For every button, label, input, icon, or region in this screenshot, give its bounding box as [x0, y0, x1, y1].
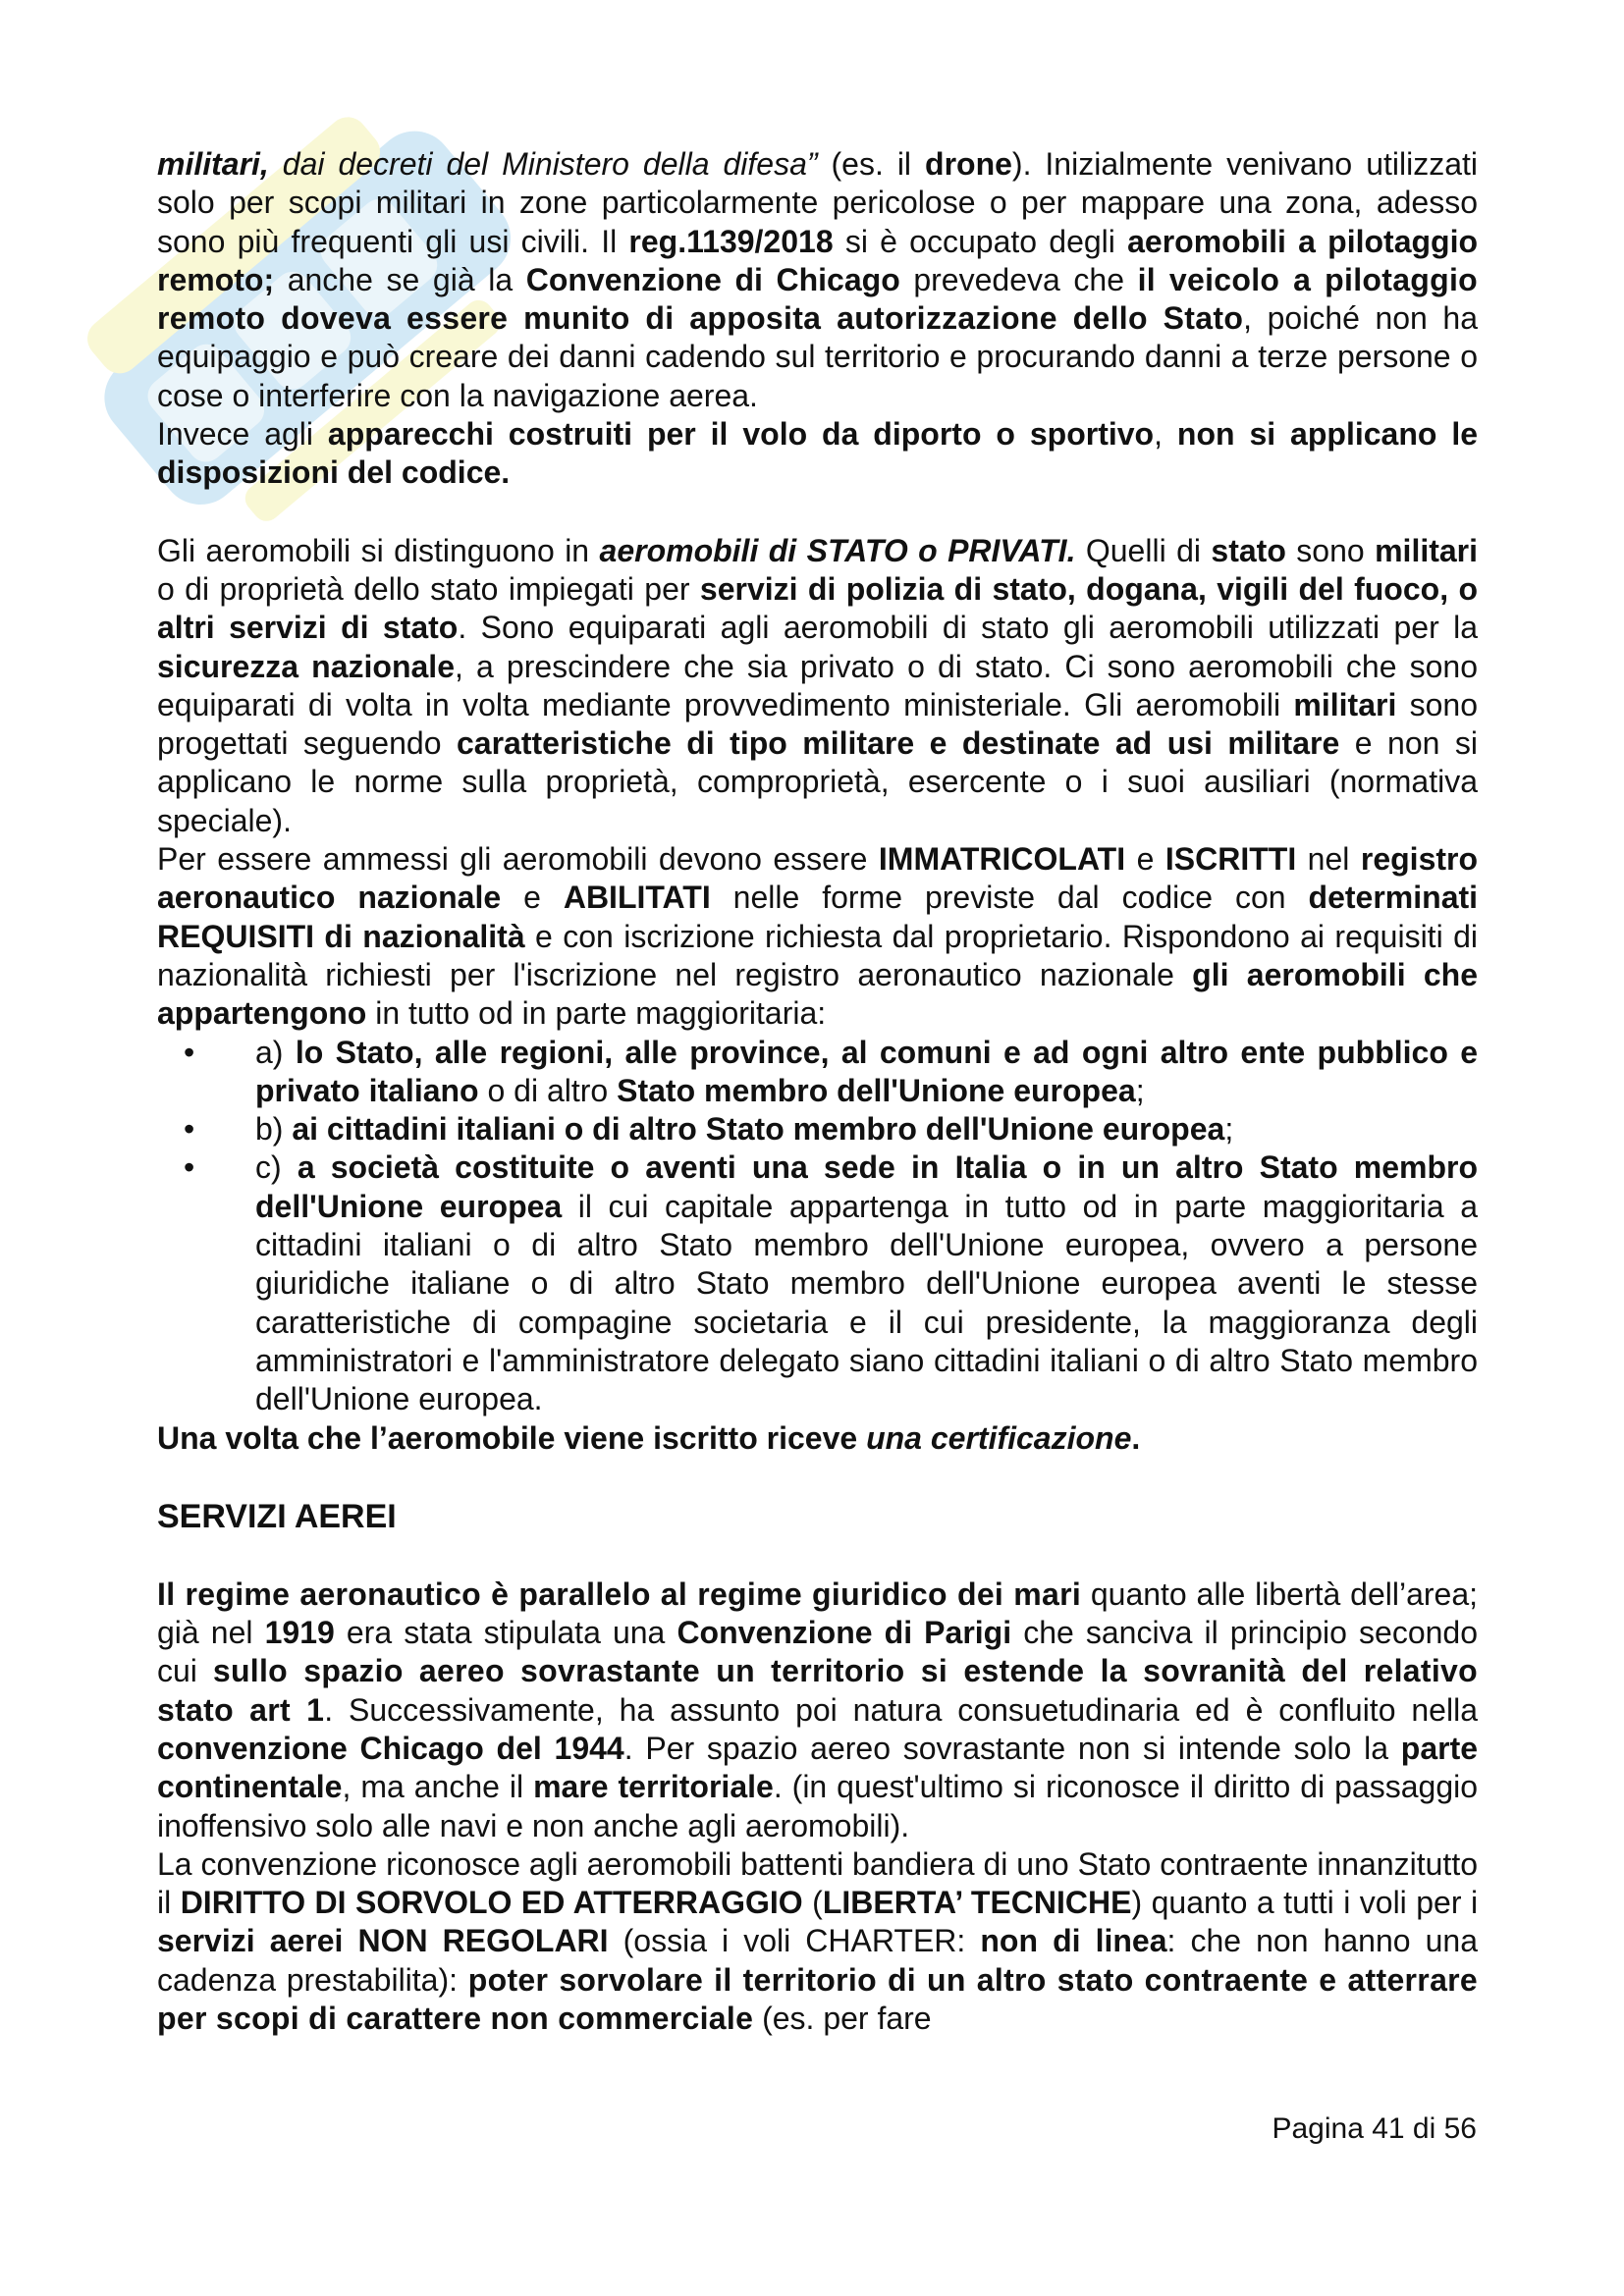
requirements-list — [157, 1034, 1478, 1419]
paragraph-diporto: Invece agli apparecchi costruiti per il volo da diporto o sportivo, non si applicano le disposizioni del codice. — [157, 416, 1479, 491]
bullet-icon: • — [184, 1034, 195, 1070]
paragraph-liberta-tecniche: La convenzione riconosce agli aeromobili battenti bandiera di uno Stato contraente innanzitutto il DIRITTO DI SORVOLO ED ATTERRAGGIO (LIBERTA’ TECNICHE) quanto a tutti i voli per i servizi aerei NON REGOLARI (ossia i voli CHARTER: non di linea: che non hanno una cadenza prestabilita): poter sorvolare il territorio di un altro stato contraente e atterrare per scopi di carattere non commerciale (es. per fare — [157, 1845, 1479, 2037]
bullet-icon: • — [184, 1111, 195, 1148]
paragraph-stato-privati: Gli aeromobili si distinguono in aeromobili di STATO o PRIVATI. Quelli di stato sono militari o di proprietà dello stato impiegati per servizi di polizia di stato, dogana, vigili del fuoco, o altri servizi di stato. Sono equiparati agli aeromobili di stato gli aeromobili utilizzati per la sicurezza nazionale, a prescindere che sia privato o di stato. Ci sono aeromobili che sono equiparati di volta in volta mediante provvedimento ministeriale. Gli aeromobili militari sono progettati seguendo caratteristiche di tipo militare e destinate ad usi militare e non si applicano le norme sulla proprietà, comproprietà, esercente o i suoi ausiliari (normativa speciale). — [157, 532, 1479, 838]
section-title: SERVIZI AEREI — [157, 1497, 397, 1535]
paragraph-regime-aeronautico: Il regime aeronautico è parallelo al regime giuridico dei mari quanto alle libertà dell’area; già nel 1919 era stata stipulata una Convenzione di Parigi che sanciva il principio secondo cui sullo spazio aereo sovrastante un territorio si estende la sovranità del relativo stato art 1. Successivamente, ha assunto poi natura consuetudinaria ed è confluito nella convenzione Chicago del 1944. Per spazio aereo sovrastante non si intende solo la parte continentale, ma anche il mare territoriale. (in quest'ultimo si riconosce il diritto di passaggio inoffensivo solo alle navi e non anche agli aeromobili). — [157, 1575, 1479, 1843]
paragraph-drones: militari, dai decreti del Ministero della difesa” (es. il drone). Inizialmente venivano utilizzati solo per scopi militari in zone particolarmente pericolose o per mappare una zona, adesso sono più frequenti gli usi civili. Il reg.1139/2018 si è occupato degli aeromobili a pilotaggio remoto; anche se già la Convenzione di Chicago prevedeva che il veicolo a pilotaggio remoto doveva essere munito di apposita autorizzazione dello Stato, poiché non ha equipaggio e può creare dei danni cadendo sul territorio e procurando danni a terze persone o cose o interferire con la navigazione aerea. — [157, 146, 1479, 413]
document-page — [157, 145, 1478, 2038]
list-item: • c) a società costituite o aventi una sede in Italia o in un altro Stato membro dell'Unione europea il cui capitale appartenga in tutto od in parte maggioritaria a cittadini italiani o di altro Stato membro dell'Unione europea, ovvero a persone giuridiche italiane o di altro Stato membro dell'Unione europea aventi le stesse caratteristiche di compagine societaria e il cui presidente, la maggioranza degli amministratori e l'amministratore delegato siano cittadini italiani o di altro Stato membro dell'Unione europea. — [184, 1149, 1479, 1417]
list-item: • b) ai cittadini italiani o di altro Stato membro dell'Unione europea; — [157, 1110, 1478, 1148]
list-item: • a) lo Stato, alle regioni, alle province, al comuni e ad ogni altro ente pubblico e privato italiano o di altro Stato membro dell'Unione europea; — [184, 1034, 1479, 1108]
paragraph-immatricolazione: Per essere ammessi gli aeromobili devono essere IMMATRICOLATI e ISCRITTI nel registro aeronautico nazionale e ABILITATI nelle forme previste dal codice con determinati REQUISITI di nazionalità e con iscrizione richiesta dal proprietario. Rispondono ai requisiti di nazionalità richiesti per l'iscrizione nel registro aeronautico nazionale gli aeromobili che appartengono in tutto od in parte maggioritaria: — [157, 841, 1479, 1032]
bullet-icon: • — [184, 1149, 195, 1186]
paragraph-certificazione: Una volta che l’aeromobile viene iscritto riceve una certificazione. — [157, 1419, 1141, 1456]
page-number: Pagina 41 di 56 — [1272, 2112, 1477, 2145]
